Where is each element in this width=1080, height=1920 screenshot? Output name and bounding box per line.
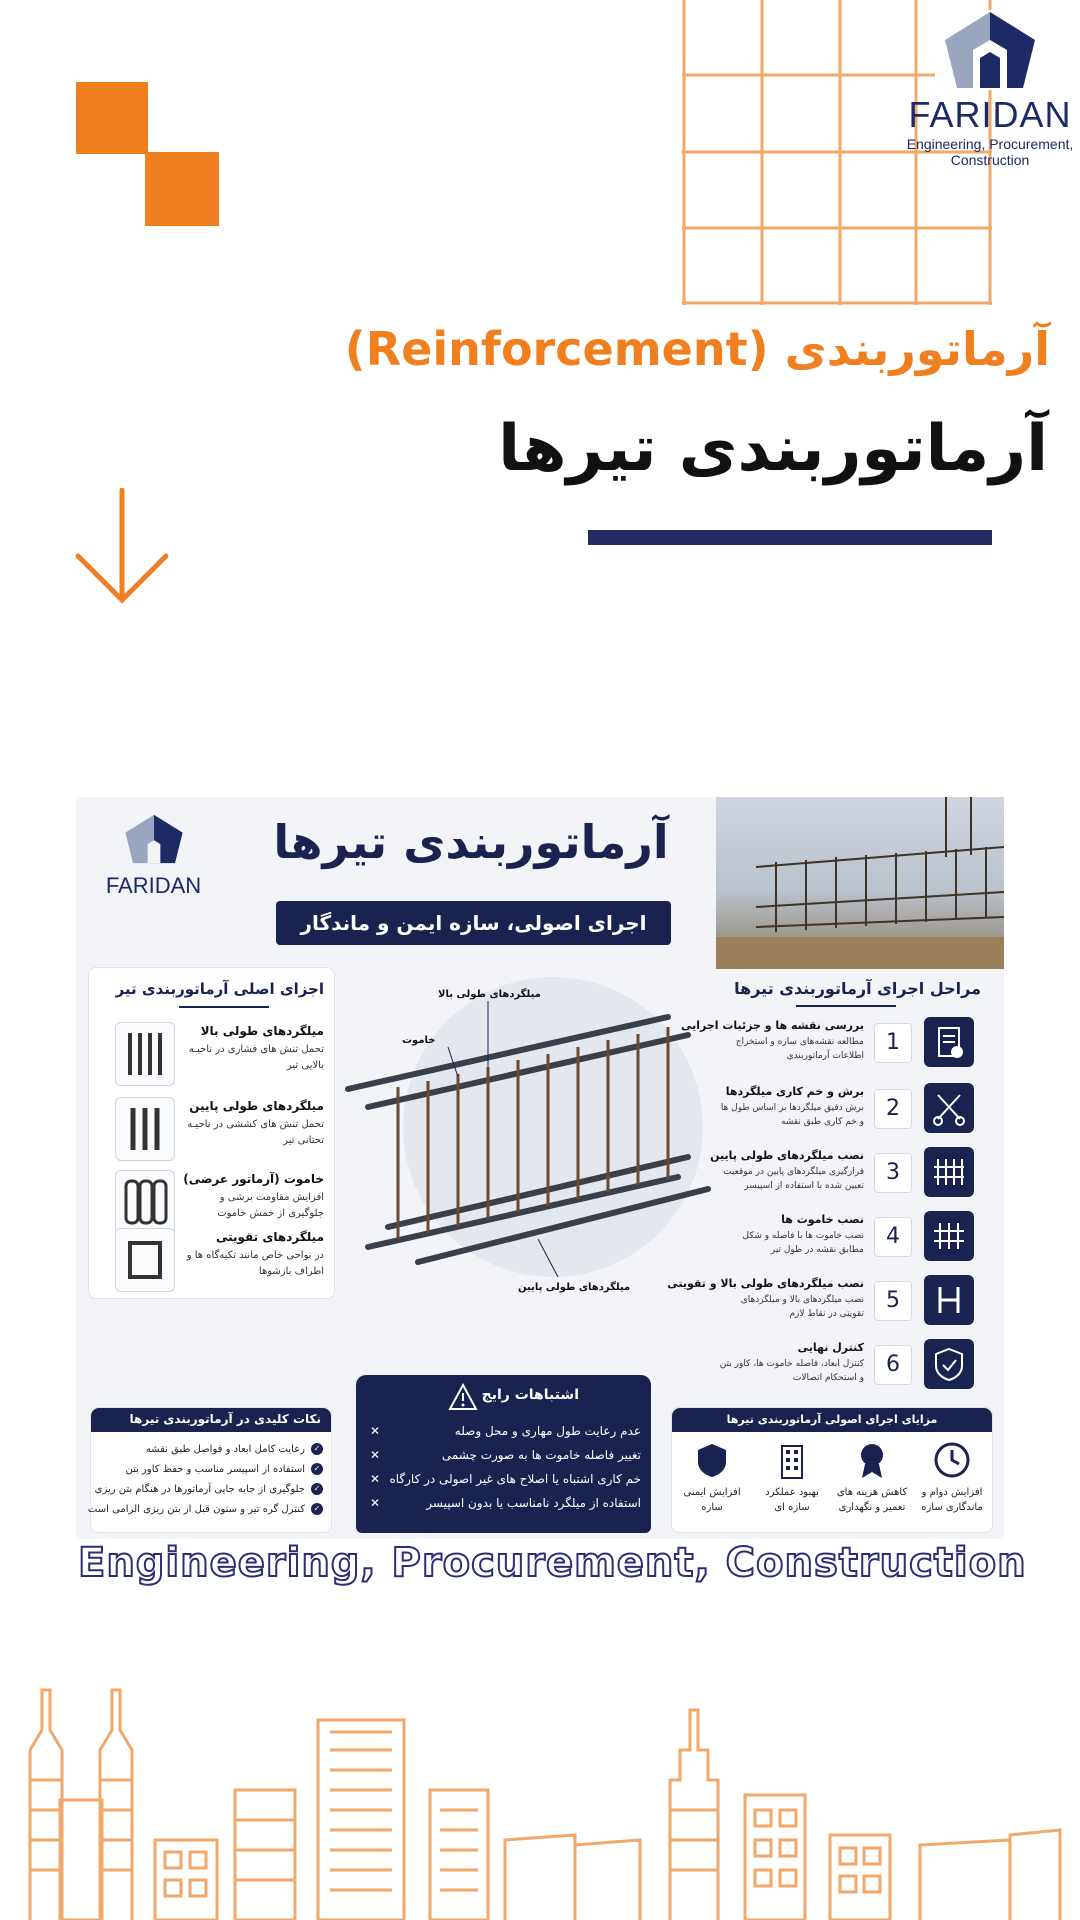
stirrup-grid-icon — [924, 1211, 974, 1261]
components-heading: اجزای اصلی آرماتوربندی تیر — [115, 980, 324, 998]
construction-site-photo — [716, 797, 1004, 969]
beam-bars-icon — [924, 1275, 974, 1325]
label-top-bars: میلگردهای طولی بالا — [438, 989, 541, 1000]
orange-square-bottom — [145, 152, 219, 226]
rebar-grid-icon — [924, 1147, 974, 1197]
advantage-item: بهبود عملکرد سازه ای — [752, 1440, 832, 1515]
steps-section — [667, 967, 991, 1383]
mistakes-heading: اشتباهات رایج — [481, 1387, 579, 1403]
step-item: 2 برش و خم کاری میلگردها برش دقیق میلگردها بر اساس طول ها و خم کاری طبق نقشه — [716, 1079, 974, 1137]
advantage-item: افزایش ایمنی سازه — [672, 1440, 752, 1515]
title-underline — [588, 530, 992, 545]
step-item: 3 نصب میلگردهای طولی پایین قرارگیری میلگردهای پایین در موقعیت تعیین شده با استفاده از اسپیسر — [716, 1143, 974, 1201]
warning-icon — [448, 1383, 478, 1415]
poster-subtitle: اجرای اصولی، سازه ایمن و ماندگار — [276, 901, 671, 945]
x-icon: ✕ — [370, 1496, 381, 1510]
clock-icon — [932, 1440, 972, 1480]
tip-item: ✓استفاده از اسپیسر مناسب و حفظ کاور بتن — [98, 1460, 323, 1480]
faridan-logo — [905, 10, 1075, 200]
award-icon — [852, 1440, 892, 1480]
logo-mark-icon — [935, 10, 1045, 90]
component-item: میلگردهای طولی پایین تحمل تنش های کششی در ناحیـه تحتانی تیر — [109, 1093, 334, 1163]
rebar-cage-diagram — [338, 977, 733, 1307]
logo-tagline-2: Construction — [950, 152, 1030, 168]
advantages-card — [671, 1407, 993, 1533]
infographic-poster — [76, 797, 1004, 1539]
check-icon: ✓ — [311, 1443, 323, 1455]
arrow-down-icon — [74, 488, 170, 606]
top-bars-icon — [115, 1022, 175, 1086]
advantage-item: کاهش هزینه های تعمیر و نگهداری — [832, 1440, 912, 1515]
step-item: 4 نصب خاموت ها نصب خاموت ها با فاصله و شکل مطابق نقشه در طول تیر — [716, 1207, 974, 1265]
category-heading: آرماتوربندی (Reinforcement) — [344, 322, 1050, 376]
reinforcement-bar-icon — [115, 1228, 175, 1292]
check-icon: ✓ — [311, 1503, 323, 1515]
tip-item: ✓جلوگیری از جابه جایی آرماتورها در هنگام بتن ریزی — [98, 1480, 323, 1500]
steps-heading: مراحل اجرای آرماتوربندی تیرها — [734, 979, 981, 998]
label-stirrup: خاموت — [402, 1035, 436, 1046]
x-icon: ✕ — [370, 1472, 381, 1486]
building-icon — [772, 1440, 812, 1480]
component-item: خاموت (آرماتور عرضی) افزایش مقاومت برشی و جلوگیری از خمش خاموت — [109, 1166, 334, 1236]
label-bottom-bars: میلگردهای طولی پایین — [518, 1282, 631, 1293]
component-item: میلگردهای طولی بالا تحمل تنش های فشاری در ناحیـه بالایی تیر — [109, 1018, 334, 1088]
epc-slogan: Engineering, Procurement, Construction — [78, 1540, 1027, 1586]
scissors-icon — [924, 1083, 974, 1133]
components-card — [88, 967, 335, 1299]
poster-logo — [96, 809, 211, 924]
step-item: 5 نصب میلگردهای طولی بالا و تقویتی نصب میلگردهای بالا و میلگردهای تقویتی در نقاط لازم — [716, 1271, 974, 1329]
tip-item: ✓کنترل گره تیر و ستون قبل از بتن ریزی الزامی است — [98, 1500, 323, 1520]
shield-check-icon — [924, 1339, 974, 1389]
check-icon: ✓ — [311, 1483, 323, 1495]
clipboard-icon — [924, 1017, 974, 1067]
poster-title: آرماتوربندی تیرها — [273, 815, 669, 869]
step-item: 6 کنترل نهایی کنترل ابعاد، فاصله خاموت ها، کاور بتن و استحکام اتصالات — [716, 1335, 974, 1393]
poster-logo-mark-icon — [119, 809, 189, 869]
mistake-item: ✕ خم کاری اشتباه یا اصلاح های غیر اصولی در کارگاه — [366, 1467, 641, 1491]
mistake-item: ✕ استفاده از میلگرد نامناسب یا بدون اسپیسر — [366, 1491, 641, 1515]
component-item: میلگردهای تقویتی در نواحی خاص مانند تکیه‌گاه ها و اطراف بازشوها — [109, 1224, 334, 1294]
orange-square-top — [76, 82, 148, 154]
page-title: آرماتوربندی تیرها — [498, 412, 1048, 486]
mistake-item: ✕ عدم رعایت طول مهاری و محل وصله — [366, 1419, 641, 1443]
x-icon: ✕ — [370, 1424, 381, 1438]
bottom-bars-icon — [115, 1097, 175, 1161]
advantage-item: افزایش دوام و ماندگاری سازه — [912, 1440, 992, 1515]
mistake-item: ✕ تغییر فاصله خاموت ها به صورت چشمی — [366, 1443, 641, 1467]
advantages-heading: مزایای اجرای اصولی آرماتوربندی تیرها — [726, 1413, 938, 1426]
check-icon: ✓ — [311, 1463, 323, 1475]
x-icon: ✕ — [370, 1448, 381, 1462]
mistakes-card — [356, 1375, 651, 1533]
shield-icon — [692, 1440, 732, 1480]
tips-card: نکات کلیدی در آرماتوربندی تیرها ✓رعایت کامل ابعاد و فواصل طبق نقشه ✓استفاده از اسپیسر مناسب و حفظ کاور بتن ✓جلوگیری از جابه جایی آرماتورها در هنگام بتن ریزی ✓کنترل گره تیر و ستون قبل از بتن ریزی الزامی است — [90, 1407, 332, 1533]
tip-item: ✓رعایت کامل ابعاد و فواصل طبق نقشه — [98, 1440, 323, 1460]
logo-name: FARIDAN — [908, 94, 1072, 135]
city-skyline-illustration — [0, 1670, 1080, 1920]
poster-logo-name: FARIDAN — [105, 873, 202, 898]
logo-tagline-1: Engineering, Procurement, — [906, 136, 1074, 152]
step-item: 1 بررسی نقشه ها و جزئیات اجرایی مطالعه نقشه‌های سازه و استخراج اطلاعات آرماتوربندی — [716, 1013, 974, 1071]
